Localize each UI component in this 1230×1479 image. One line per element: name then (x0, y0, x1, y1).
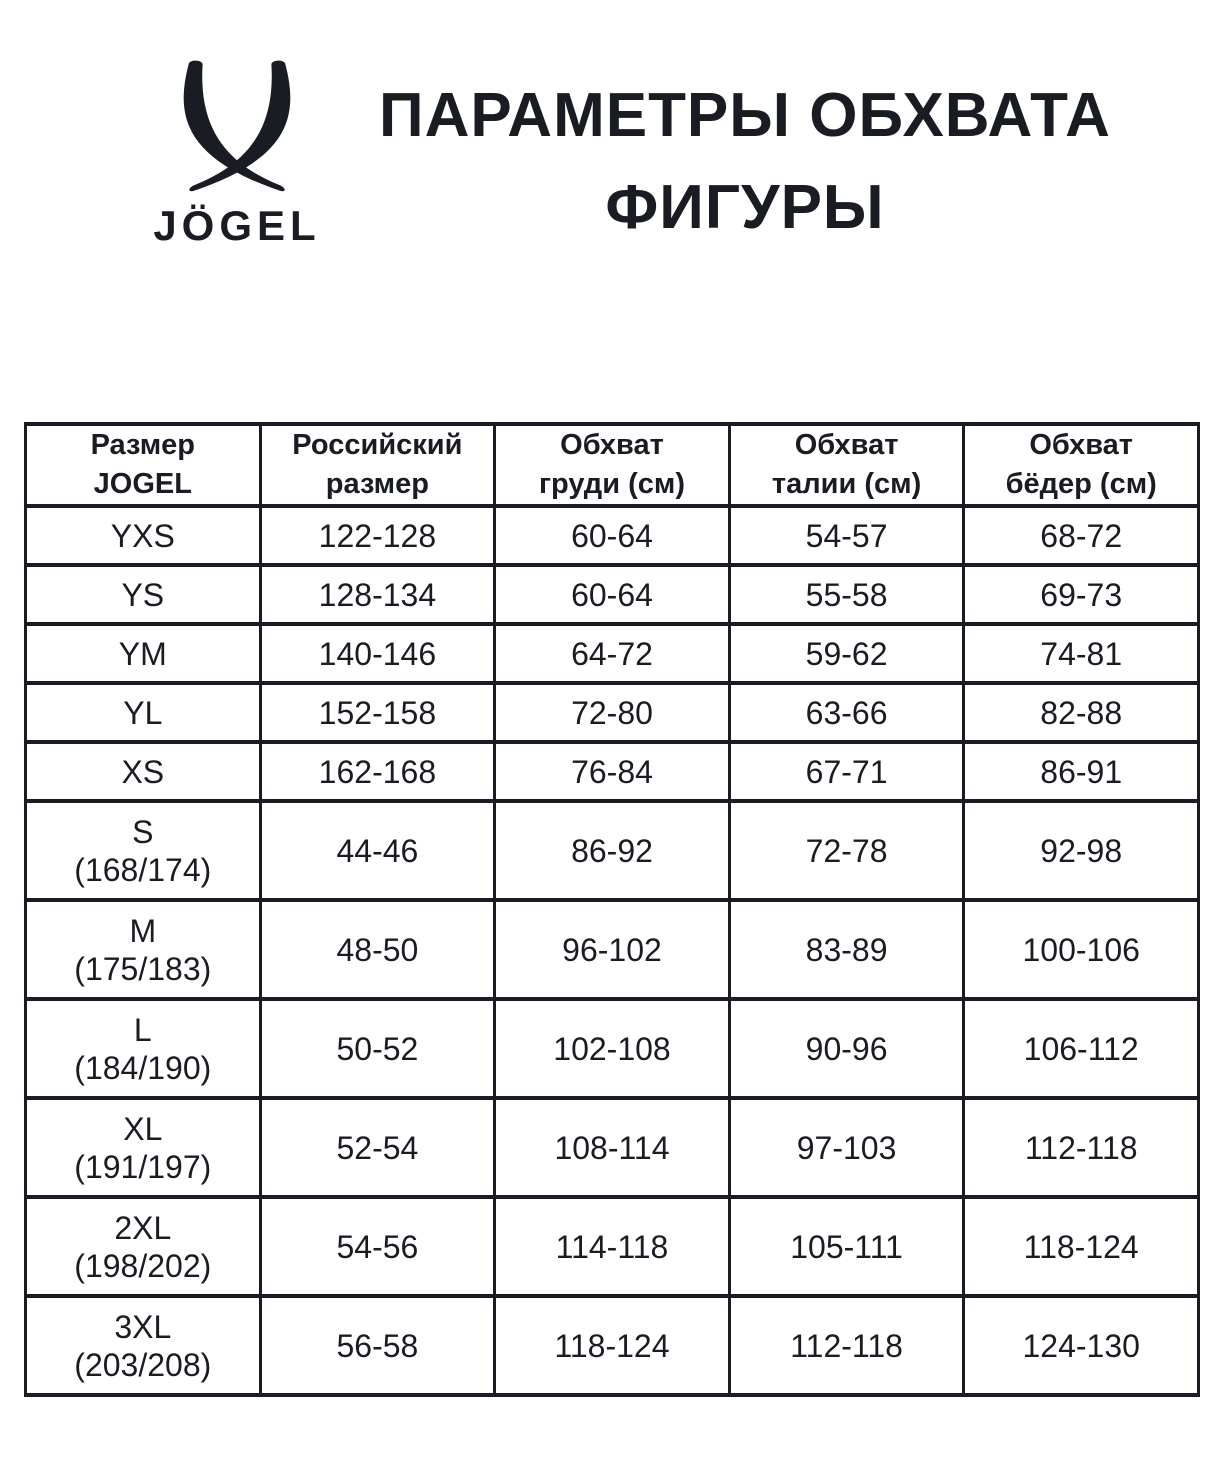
table-row-s (26, 801, 1199, 900)
size-label: L (133, 1011, 152, 1048)
waist-cell: 67-71 (729, 742, 964, 801)
waist-cell: 97-103 (729, 1098, 964, 1197)
size-cell (26, 624, 261, 683)
table-row-ym (26, 624, 1199, 683)
waist-cell: 90-96 (729, 999, 964, 1098)
russian-size-cell: 54-56 (260, 1197, 495, 1296)
size-table-body (26, 506, 1199, 1395)
chest-cell: 114-118 (495, 1197, 730, 1296)
russian-size-cell: 128-134 (260, 565, 495, 624)
size-label: 2XL (114, 1209, 172, 1246)
hips-cell: 86-91 (964, 742, 1199, 801)
hips-cell: 100-106 (964, 900, 1199, 999)
chest-cell: 86-92 (495, 801, 730, 900)
size-sublabel: (191/197) (74, 1148, 212, 1185)
russian-size-cell: 152-158 (260, 683, 495, 742)
hips-cell: 118-124 (964, 1197, 1199, 1296)
size-cell (26, 565, 261, 624)
size-cell (26, 742, 261, 801)
chest-cell: 118-124 (495, 1296, 730, 1395)
size-cell (26, 900, 261, 999)
size-label: YXS (110, 517, 175, 554)
waist-cell: 63-66 (729, 683, 964, 742)
hips-cell: 69-73 (964, 565, 1199, 624)
size-cell (26, 801, 261, 900)
jogel-v-mark-icon (151, 58, 323, 198)
table-row-l (26, 999, 1199, 1098)
hips-cell: 112-118 (964, 1098, 1199, 1197)
hips-cell: 74-81 (964, 624, 1199, 683)
size-label: M (129, 912, 157, 949)
hips-cell: 124-130 (964, 1296, 1199, 1395)
table-row-ys (26, 565, 1199, 624)
size-sublabel: (203/208) (74, 1346, 212, 1383)
russian-size-cell: 56-58 (260, 1296, 495, 1395)
size-table-header (26, 424, 1199, 506)
table-row-m (26, 900, 1199, 999)
jogel-wordmark: JÖGEL (153, 202, 321, 249)
page-title-line2: ФИГУРЫ (605, 173, 885, 242)
size-label: S (132, 813, 154, 850)
hips-cell: 106-112 (964, 999, 1199, 1098)
size-label: XL (123, 1110, 163, 1147)
chest-cell: 64-72 (495, 624, 730, 683)
waist-cell: 59-62 (729, 624, 964, 683)
waist-cell: 55-58 (729, 565, 964, 624)
size-label: XS (121, 753, 165, 790)
header-russian-line1: Российский (292, 429, 463, 461)
russian-size-cell: 48-50 (260, 900, 495, 999)
size-cell (26, 506, 261, 565)
header-waist-line2: талии (см) (771, 468, 922, 500)
size-sublabel: (198/202) (74, 1247, 212, 1284)
chest-cell: 60-64 (495, 506, 730, 565)
russian-size-cell: 122-128 (260, 506, 495, 565)
chest-cell: 96-102 (495, 900, 730, 999)
size-label: YS (121, 576, 165, 613)
header-size (26, 424, 261, 506)
russian-size-cell: 50-52 (260, 999, 495, 1098)
size-label: YL (123, 694, 163, 731)
waist-cell: 83-89 (729, 900, 964, 999)
table-row-2xl (26, 1197, 1199, 1296)
waist-cell: 54-57 (729, 506, 964, 565)
size-label: 3XL (114, 1308, 172, 1345)
chest-cell: 76-84 (495, 742, 730, 801)
header-chest-line1: Обхват (560, 429, 664, 461)
size-cell (26, 1296, 261, 1395)
waist-cell: 105-111 (729, 1197, 964, 1296)
table-row-yl (26, 683, 1199, 742)
page-title (300, 70, 1190, 254)
header-hips-line2: бёдер (см) (1005, 468, 1157, 500)
size-cell (26, 999, 261, 1098)
size-sublabel: (168/174) (74, 851, 212, 888)
chest-cell: 60-64 (495, 565, 730, 624)
header-chest (495, 424, 730, 506)
chest-cell: 108-114 (495, 1098, 730, 1197)
page-title-line1: ПАРАМЕТРЫ ОБХВАТА (379, 81, 1111, 150)
header-size-line1: Размер (90, 429, 196, 461)
russian-size-cell: 44-46 (260, 801, 495, 900)
header-russian-line2: размер (325, 468, 429, 500)
size-table (24, 422, 1200, 1397)
size-cell (26, 1098, 261, 1197)
table-row-3xl (26, 1296, 1199, 1395)
table-row-yxs (26, 506, 1199, 565)
header-chest-line2: груди (см) (538, 468, 685, 500)
hips-cell: 68-72 (964, 506, 1199, 565)
hips-cell: 92-98 (964, 801, 1199, 900)
russian-size-cell: 52-54 (260, 1098, 495, 1197)
size-sublabel: (175/183) (74, 950, 212, 987)
russian-size-cell: 140-146 (260, 624, 495, 683)
header-size-line2: JOGEL (93, 468, 192, 500)
size-sublabel: (184/190) (74, 1049, 212, 1086)
size-cell (26, 1197, 261, 1296)
size-label: YM (118, 635, 167, 672)
waist-cell: 72-78 (729, 801, 964, 900)
header-hips (964, 424, 1199, 506)
chest-cell: 102-108 (495, 999, 730, 1098)
table-row-xs (26, 742, 1199, 801)
header-row (26, 424, 1199, 506)
header-hips-line1: Обхват (1029, 429, 1134, 461)
waist-cell: 112-118 (729, 1296, 964, 1395)
header-waist (729, 424, 964, 506)
table-row-xl (26, 1098, 1199, 1197)
chest-cell: 72-80 (495, 683, 730, 742)
header-waist-line1: Обхват (794, 429, 899, 461)
size-cell (26, 683, 261, 742)
header-russian-size (260, 424, 495, 506)
russian-size-cell: 162-168 (260, 742, 495, 801)
hips-cell: 82-88 (964, 683, 1199, 742)
